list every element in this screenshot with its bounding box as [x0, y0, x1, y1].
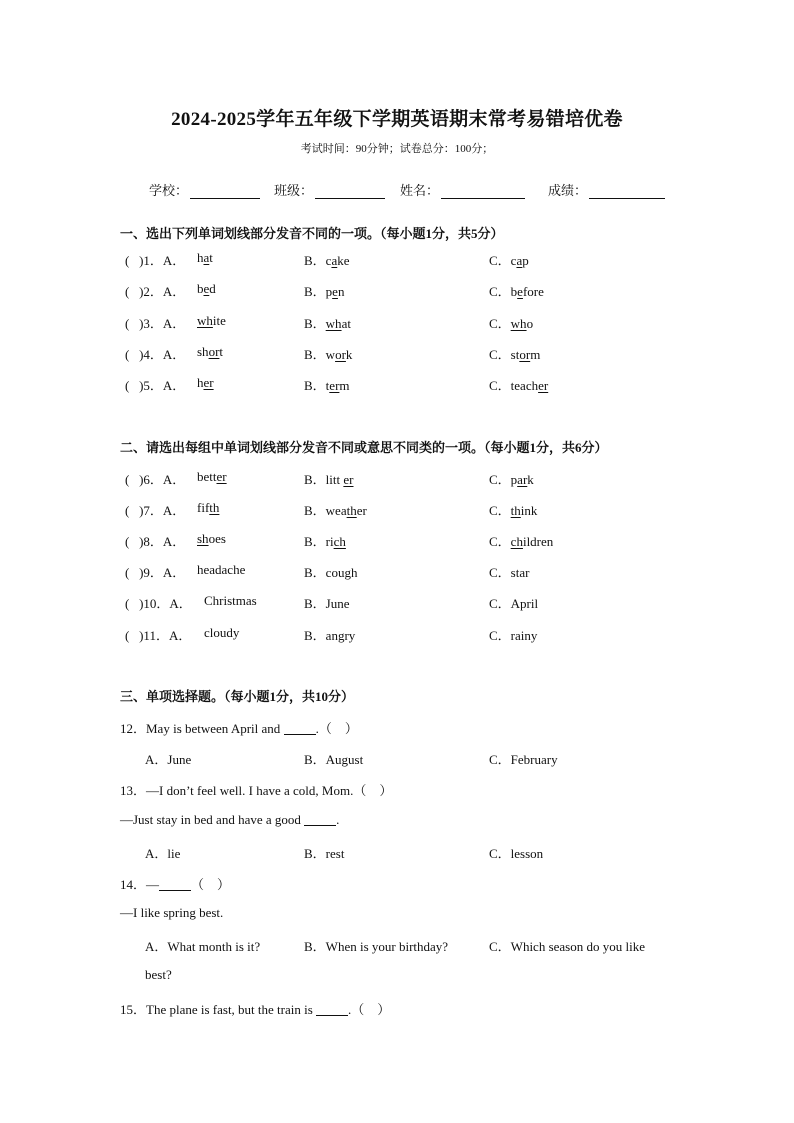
question-number: )8．A．: [139, 534, 186, 549]
question-row: [0, 313, 794, 333]
option-b[interactable]: [304, 375, 350, 394]
option-a[interactable]: A．lie: [145, 846, 181, 861]
word-part: C．p: [489, 472, 518, 487]
option-a[interactable]: A．June: [145, 752, 192, 767]
option-c[interactable]: [489, 562, 529, 581]
question-13-options: [0, 843, 794, 863]
answer-blank[interactable]: [316, 1003, 348, 1016]
option-a[interactable]: [204, 625, 239, 641]
name-blank[interactable]: [441, 184, 525, 199]
school-label: 学校：: [149, 183, 189, 198]
word-part: fif: [197, 500, 210, 515]
question-row: [0, 469, 794, 489]
question-14: 14．— （ ）: [120, 877, 231, 892]
word-part: headache: [197, 562, 246, 577]
question-14-reply: —I like spring best.: [120, 905, 224, 920]
underlined-part: wh: [197, 313, 213, 328]
word-part: m: [530, 347, 541, 362]
word-part: B．p: [304, 284, 333, 299]
score-blank[interactable]: [589, 184, 665, 199]
word-part: h: [197, 250, 204, 265]
question-number: )10．A．: [139, 596, 192, 611]
word-part: C．b: [489, 284, 518, 299]
option-a[interactable]: [197, 500, 219, 516]
option-a[interactable]: [197, 469, 227, 485]
underlined-part: a: [203, 250, 210, 265]
underlined-part: or: [208, 344, 220, 359]
answer-bracket[interactable]: ( )11．A．: [125, 628, 192, 643]
question-number: )5．A．: [139, 378, 186, 393]
option-a[interactable]: [197, 250, 213, 266]
word-part: C．: [489, 534, 511, 549]
option-a[interactable]: [197, 375, 214, 391]
option-a[interactable]: [197, 281, 216, 297]
underlined-part: wh: [510, 316, 527, 331]
option-b[interactable]: B．rest: [304, 846, 345, 861]
underlined-part: ar: [517, 472, 528, 487]
word-part: C．c: [489, 253, 517, 268]
option-c[interactable]: C．lesson: [489, 846, 544, 861]
word-part: cloudy: [204, 625, 240, 640]
option-c[interactable]: C．Which season do you like: [489, 939, 645, 954]
answer-bracket[interactable]: ( )10．A．: [125, 596, 192, 611]
word-part: b: [197, 281, 204, 296]
option-b[interactable]: [304, 531, 346, 550]
option-b[interactable]: B．When is your birthday?: [304, 939, 449, 954]
underlined-part: sh: [197, 531, 209, 546]
question-number: )7．A．: [139, 503, 186, 518]
question-row: [0, 375, 794, 395]
underlined-part: a: [331, 253, 338, 268]
option-b[interactable]: [304, 250, 350, 269]
underlined-part: er: [343, 472, 354, 487]
option-b[interactable]: [304, 313, 351, 332]
word-part: er: [356, 503, 367, 518]
option-c[interactable]: [489, 250, 529, 269]
answer-bracket[interactable]: ( )2．A．: [125, 284, 186, 299]
question-number: )1．A．: [139, 253, 186, 268]
class-blank[interactable]: [315, 184, 385, 199]
word-part: C．rainy: [489, 628, 538, 643]
question-number: )3．A．: [139, 316, 186, 331]
question-12: 12．May is between April and .（ ）: [120, 721, 358, 736]
option-b[interactable]: [304, 344, 352, 363]
option-b[interactable]: [304, 562, 357, 581]
name-label: 姓名：: [400, 183, 440, 198]
option-a[interactable]: [197, 313, 226, 329]
question-row: [0, 250, 794, 270]
answer-bracket[interactable]: ( )9．A．: [125, 565, 186, 580]
question-14-options: [0, 936, 794, 956]
word-part: B．wea: [304, 503, 347, 518]
underlined-part: th: [346, 503, 357, 518]
word-part: ink: [520, 503, 538, 518]
section3-heading: 三、单项选择题。（每小题1分，共10分）: [120, 689, 355, 704]
word-part: k: [345, 347, 353, 362]
school-blank[interactable]: [190, 184, 260, 199]
answer-bracket[interactable]: ( )6．A．: [125, 472, 186, 487]
word-part: C．: [489, 503, 511, 518]
word-part: k: [527, 472, 534, 487]
option-c[interactable]: [489, 469, 534, 488]
word-part: C．teach: [489, 378, 539, 393]
word-part: B．litt: [304, 472, 344, 487]
option-c[interactable]: C．February: [489, 752, 558, 767]
option-c[interactable]: [489, 500, 537, 519]
option-a[interactable]: [197, 531, 226, 547]
word-part: sh: [197, 344, 209, 359]
word-part: Christmas: [204, 593, 257, 608]
option-c[interactable]: [489, 375, 548, 394]
word-part: B．June: [304, 596, 350, 611]
underlined-part: ch: [333, 534, 346, 549]
word-part: B．ri: [304, 534, 334, 549]
option-b[interactable]: [304, 593, 350, 612]
underlined-part: er: [203, 375, 214, 390]
underlined-part: er: [329, 378, 340, 393]
underlined-part: a: [516, 253, 523, 268]
answer-bracket[interactable]: ( )3．A．: [125, 316, 186, 331]
word-part: C．st: [489, 347, 520, 362]
underlined-part: e: [203, 281, 210, 296]
question-row: [0, 562, 794, 582]
answer-bracket[interactable]: ( )5．A．: [125, 378, 186, 393]
question-number: )11．A．: [139, 628, 192, 643]
word-part: h: [197, 375, 204, 390]
score-field[interactable]: [548, 180, 665, 199]
question-13-reply: —Just stay in bed and have a good .: [120, 812, 340, 827]
word-part: B．: [304, 316, 326, 331]
option-c[interactable]: [489, 281, 544, 300]
option-c[interactable]: [489, 344, 540, 363]
question-number: )9．A．: [139, 565, 186, 580]
underlined-part: th: [209, 500, 220, 515]
underlined-part: th: [510, 503, 521, 518]
underlined-part: wh: [325, 316, 342, 331]
option-a[interactable]: [197, 344, 223, 360]
underlined-part: e: [517, 284, 523, 299]
word-part: fore: [522, 284, 544, 299]
score-label: 成绩：: [548, 183, 588, 198]
option-c[interactable]: [489, 313, 533, 332]
page-title: 2024-2025学年五年级下学期英语期末常考易错培优卷: [171, 109, 623, 130]
option-a[interactable]: [204, 593, 257, 609]
word-part: t: [209, 250, 213, 265]
underlined-part: e: [332, 284, 338, 299]
word-part: n: [337, 284, 345, 299]
option-b[interactable]: [304, 500, 367, 519]
option-c[interactable]: [489, 593, 538, 612]
option-c[interactable]: [489, 625, 537, 644]
word-part: B．c: [304, 253, 332, 268]
word-part: B．angry: [304, 628, 356, 643]
word-part: C．April: [489, 596, 539, 611]
exam-info: 考试时间：90分钟；试卷总分：100分；: [300, 143, 494, 155]
question-row: [0, 344, 794, 364]
word-part: d: [209, 281, 216, 296]
school-field[interactable]: [149, 180, 260, 199]
question-number: )2．A．: [139, 284, 186, 299]
word-part: ite: [212, 313, 226, 328]
word-part: oes: [208, 531, 226, 546]
word-part: ildren: [522, 534, 554, 549]
answer-blank[interactable]: [284, 722, 316, 735]
question-row: [0, 625, 794, 645]
word-part: o: [526, 316, 534, 331]
question-row: [0, 281, 794, 301]
underlined-part: ch: [510, 534, 523, 549]
class-field[interactable]: [274, 180, 385, 199]
option-b[interactable]: [304, 625, 355, 644]
option-b[interactable]: B．August: [304, 752, 364, 767]
option-c-continued: best?: [145, 967, 172, 982]
option-a[interactable]: A．What month is it?: [145, 939, 261, 954]
underlined-part: er: [216, 469, 227, 484]
question-number: )4．A．: [139, 347, 186, 362]
underlined-part: or: [335, 347, 346, 362]
word-part: at: [341, 316, 351, 331]
word-part: C．star: [489, 565, 530, 580]
option-b[interactable]: [304, 469, 353, 488]
word-part: C．: [489, 316, 511, 331]
question-row: [0, 593, 794, 613]
underlined-part: or: [519, 347, 531, 362]
option-a[interactable]: [197, 562, 245, 578]
answer-bracket[interactable]: ( )4．A．: [125, 347, 186, 362]
word-part: B．w: [304, 347, 336, 362]
name-field[interactable]: [400, 180, 525, 199]
word-part: ke: [337, 253, 350, 268]
question-13: 13．—I don’t feel well. I have a cold, Mom.（ ）: [120, 783, 393, 798]
section2-heading: 二、请选出每组中单词划线部分发音不同或意思不同类的一项。（每小题1分，共6分）: [120, 440, 608, 455]
section1-heading: 一、选出下列单词划线部分发音不同的一项。（每小题1分，共5分）: [120, 226, 504, 241]
option-c[interactable]: [489, 531, 553, 550]
answer-blank[interactable]: [159, 878, 191, 891]
question-row: [0, 531, 794, 551]
answer-bracket[interactable]: ( )1．A．: [125, 253, 186, 268]
question-number: )6．A．: [139, 472, 186, 487]
word-part: B．t: [304, 378, 330, 393]
question-12-options: [0, 749, 794, 769]
option-b[interactable]: [304, 281, 344, 300]
word-part: p: [522, 253, 529, 268]
answer-bracket[interactable]: ( )8．A．: [125, 534, 186, 549]
answer-bracket[interactable]: ( )7．A．: [125, 503, 186, 518]
underlined-part: er: [538, 378, 549, 393]
answer-blank[interactable]: [304, 813, 336, 826]
word-part: bett: [197, 469, 217, 484]
word-part: t: [219, 344, 224, 359]
word-part: B．cough: [304, 565, 358, 580]
class-label: 班级：: [274, 183, 314, 198]
question-row: [0, 500, 794, 520]
question-15: 15．The plane is fast, but the train is .（ ）: [120, 1002, 391, 1017]
word-part: m: [339, 378, 350, 393]
